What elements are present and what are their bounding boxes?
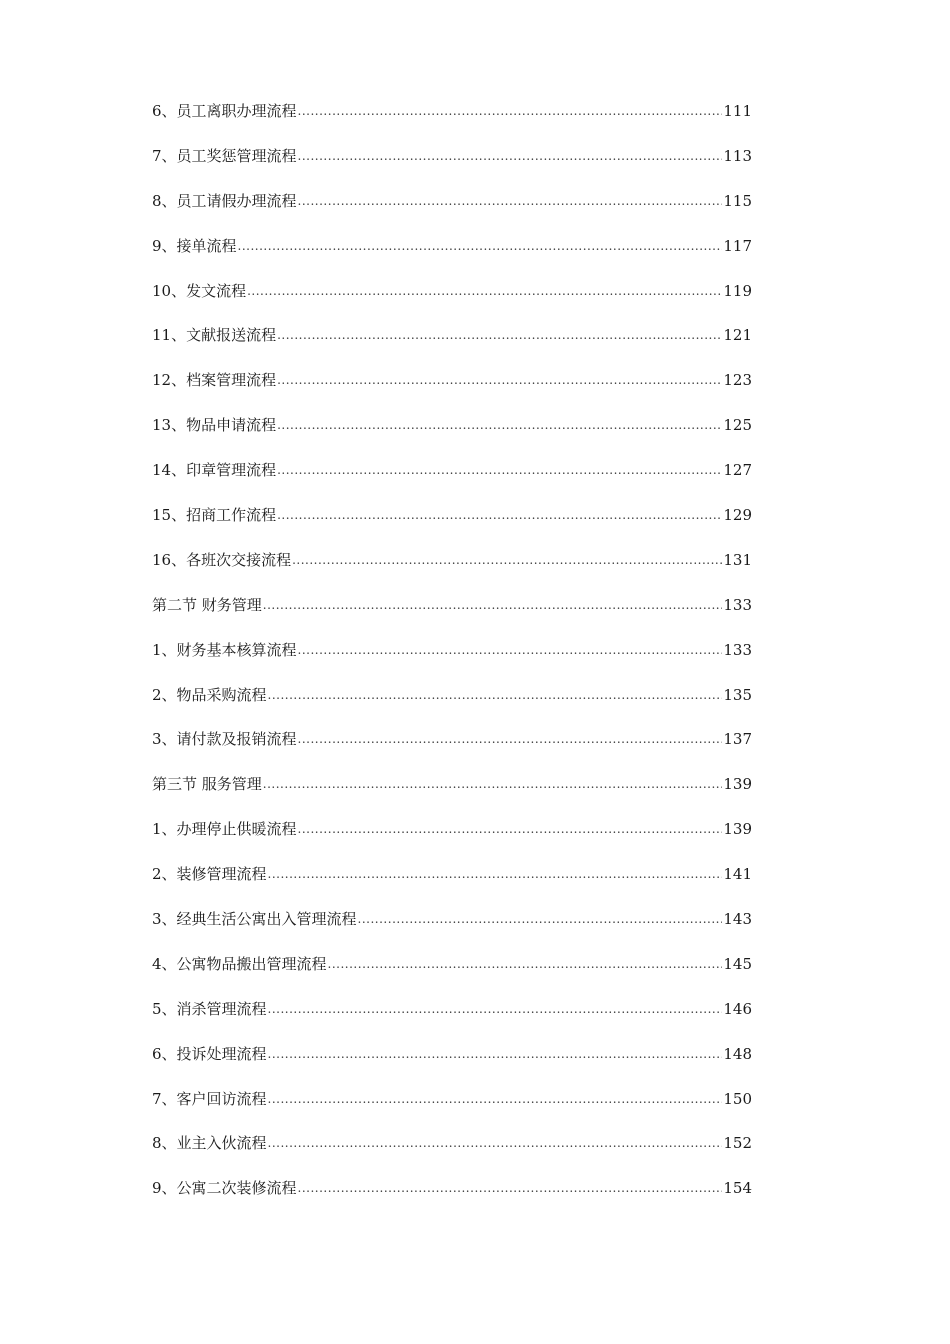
- toc-entry-label: 7、客户回访流程: [152, 1089, 267, 1108]
- toc-entry[interactable]: [152, 1042, 752, 1087]
- toc-entry-label: 15、招商工作流程: [152, 506, 277, 525]
- toc-entry-label: 10、发文流程: [152, 281, 247, 300]
- toc-entry-page: 137: [723, 730, 752, 749]
- toc-dot-leader: [238, 234, 723, 258]
- toc-entry-label: 9、接单流程: [152, 236, 237, 255]
- toc-entry[interactable]: [152, 548, 752, 593]
- toc-entry[interactable]: [152, 862, 752, 907]
- toc-section-page: 139: [723, 775, 752, 794]
- toc-entry-label: 3、经典生活公寓出入管理流程: [152, 910, 357, 929]
- toc-entry-page: 123: [723, 371, 752, 390]
- toc-dot-leader: [268, 862, 723, 886]
- toc-entry-label: 6、投诉处理流程: [152, 1044, 267, 1063]
- toc-entry[interactable]: [152, 907, 752, 952]
- toc-entry-page: 127: [723, 461, 752, 480]
- toc-dot-leader: [298, 189, 723, 213]
- toc-dot-leader: [277, 503, 722, 527]
- toc-entry-label: 7、员工奖惩管理流程: [152, 146, 297, 165]
- toc-entry[interactable]: [152, 638, 752, 683]
- toc-entry-page: 119: [723, 281, 752, 300]
- toc-entry[interactable]: [152, 1087, 752, 1132]
- toc-entry[interactable]: [152, 413, 752, 458]
- toc-dot-leader: [268, 1087, 723, 1111]
- toc-entry-page: 115: [723, 191, 752, 210]
- toc-dot-leader: [263, 772, 723, 796]
- toc-dot-leader: [247, 279, 722, 303]
- toc-entry-page: 129: [723, 506, 752, 525]
- toc-entry[interactable]: [152, 99, 752, 144]
- toc-section-label: 第三节 服务管理: [152, 775, 262, 794]
- toc-entry[interactable]: [152, 458, 752, 503]
- toc-entry[interactable]: [152, 234, 752, 279]
- toc-entry[interactable]: [152, 279, 752, 324]
- toc-dot-leader: [298, 1176, 723, 1200]
- toc-entry-page: 117: [723, 236, 752, 255]
- toc-entry-page: 111: [723, 102, 752, 120]
- toc-entry-label: 12、档案管理流程: [152, 371, 277, 390]
- toc-dot-leader: [298, 144, 723, 168]
- toc-entry[interactable]: [152, 683, 752, 728]
- toc-dot-leader: [298, 638, 723, 662]
- toc-entry-label: 3、请付款及报销流程: [152, 730, 297, 749]
- toc-entry-label: 9、公寓二次装修流程: [152, 1179, 297, 1198]
- toc-entry-page: 152: [723, 1134, 752, 1153]
- toc-entry-page: 135: [723, 685, 752, 704]
- toc-entry-label: 5、消杀管理流程: [152, 999, 267, 1018]
- toc-dot-leader: [298, 817, 723, 841]
- toc-entry-label: 2、物品采购流程: [152, 685, 267, 704]
- toc-entry-page: 154: [723, 1179, 752, 1198]
- toc-dot-leader: [358, 907, 723, 931]
- toc-entry[interactable]: [152, 144, 752, 189]
- toc-section-page: 133: [723, 595, 752, 614]
- toc-entry-label: 14、印章管理流程: [152, 461, 277, 480]
- toc-entry-page: 141: [723, 865, 752, 884]
- toc-dot-leader: [277, 368, 722, 392]
- toc-entry[interactable]: [152, 1131, 752, 1176]
- toc-entry-page: 146: [723, 999, 752, 1018]
- toc-entry-label: 8、员工请假办理流程: [152, 191, 297, 210]
- toc-dot-leader: [328, 952, 723, 976]
- toc-entry[interactable]: [152, 323, 752, 368]
- toc-entry-page: 143: [723, 910, 752, 929]
- toc-entry-page: 145: [723, 954, 752, 973]
- toc-dot-leader: [268, 997, 723, 1021]
- toc-entry[interactable]: [152, 503, 752, 548]
- toc-entry-label: 8、业主入伙流程: [152, 1134, 267, 1153]
- toc-entry-page: 150: [723, 1089, 752, 1108]
- toc-dot-leader: [277, 458, 722, 482]
- toc-entry[interactable]: [152, 189, 752, 234]
- table-of-contents: [152, 99, 752, 1221]
- toc-entry-page: 113: [723, 146, 752, 165]
- toc-entry-label: 16、各班次交接流程: [152, 550, 292, 569]
- toc-entry-label: 1、财务基本核算流程: [152, 640, 297, 659]
- toc-entry[interactable]: [152, 1176, 752, 1221]
- toc-entry-label: 6、员工离职办理流程: [152, 102, 297, 120]
- toc-dot-leader: [268, 1131, 723, 1155]
- toc-entry-page: 125: [723, 416, 752, 435]
- toc-dot-leader: [268, 683, 723, 707]
- toc-entry-page: 148: [723, 1044, 752, 1063]
- toc-entry-label: 4、公寓物品搬出管理流程: [152, 954, 327, 973]
- toc-entry-label: 13、物品申请流程: [152, 416, 277, 435]
- toc-entry[interactable]: [152, 368, 752, 413]
- toc-entry[interactable]: [152, 727, 752, 772]
- toc-dot-leader: [268, 1042, 723, 1066]
- toc-dot-leader: [298, 99, 723, 123]
- toc-dot-leader: [298, 727, 723, 751]
- toc-entry-page: 139: [723, 820, 752, 839]
- toc-entry-label: 1、办理停止供暖流程: [152, 820, 297, 839]
- toc-entry-label: 11、文献报送流程: [152, 326, 277, 345]
- toc-entry-label: 2、装修管理流程: [152, 865, 267, 884]
- toc-entry[interactable]: [152, 817, 752, 862]
- toc-section-heading[interactable]: [152, 772, 752, 817]
- toc-dot-leader: [263, 593, 723, 617]
- toc-dot-leader: [292, 548, 722, 572]
- toc-section-heading[interactable]: [152, 593, 752, 638]
- toc-dot-leader: [277, 413, 722, 437]
- toc-entry[interactable]: [152, 997, 752, 1042]
- toc-entry-page: 121: [723, 326, 752, 345]
- toc-section-label: 第二节 财务管理: [152, 595, 262, 614]
- toc-entry-page: 133: [723, 640, 752, 659]
- toc-dot-leader: [277, 323, 722, 347]
- toc-entry[interactable]: [152, 952, 752, 997]
- toc-entry-page: 131: [723, 550, 752, 569]
